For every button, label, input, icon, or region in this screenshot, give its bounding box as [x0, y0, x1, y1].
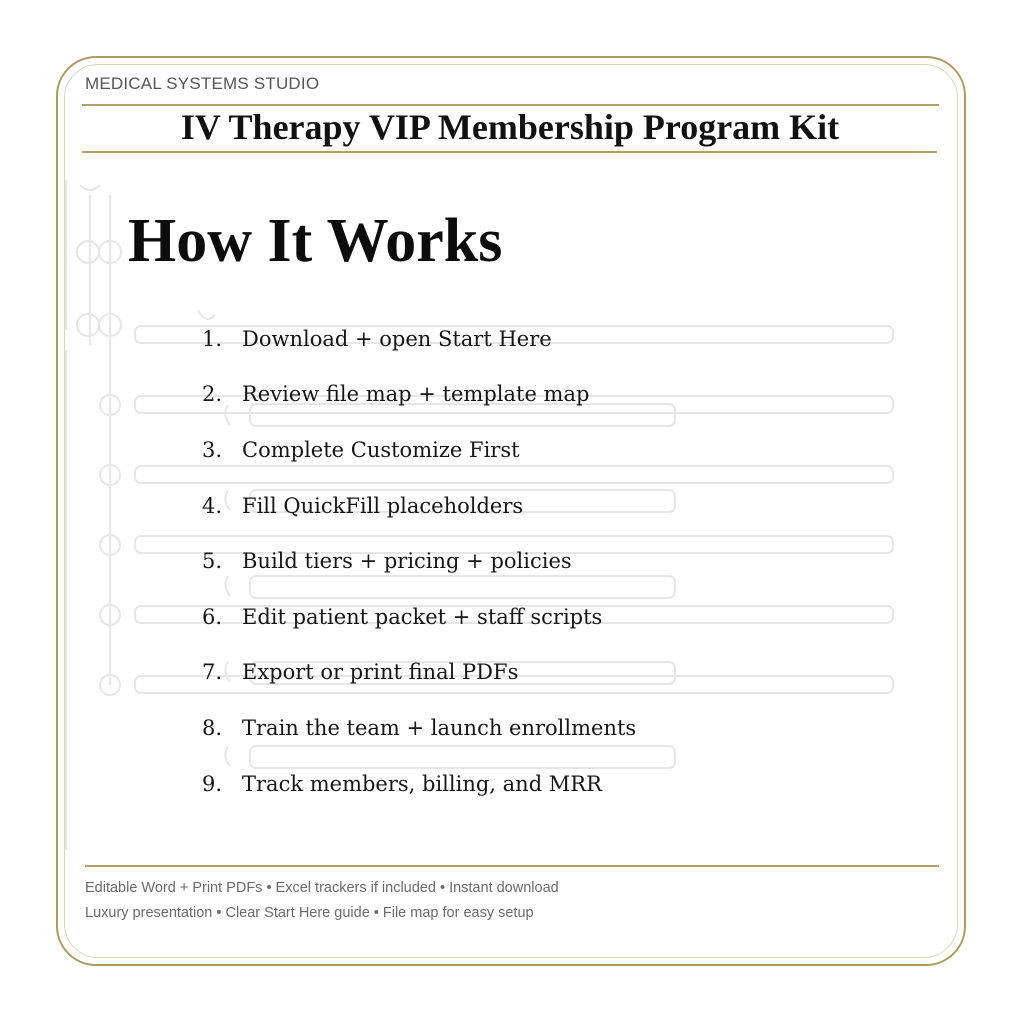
step-number: 9. — [202, 771, 223, 796]
step-item — [196, 756, 636, 812]
step-text: Export or print final PDFs — [242, 660, 519, 685]
footer-rule — [85, 865, 939, 867]
step-item — [196, 478, 636, 534]
step-text: Build tiers + pricing + policies — [242, 549, 572, 574]
step-number: 3. — [202, 437, 223, 462]
step-item — [196, 700, 636, 756]
step-text: Fill QuickFill placeholders — [242, 493, 524, 518]
step-text: Edit patient packet + staff scripts — [242, 604, 603, 629]
decor-circle — [77, 314, 99, 336]
step-number: 4. — [202, 493, 223, 518]
step-item — [196, 533, 636, 589]
step-text: Download + open Start Here — [242, 326, 552, 351]
step-number: 5. — [202, 549, 223, 574]
step-number: 6. — [202, 604, 223, 629]
step-number: 7. — [202, 660, 223, 685]
step-item — [196, 645, 636, 701]
step-item — [196, 589, 636, 645]
step-number: 8. — [202, 715, 223, 740]
step-number: 2. — [202, 382, 223, 407]
decor-curve — [80, 185, 100, 190]
step-item — [196, 367, 636, 423]
step-text: Train the team + launch enrollments — [242, 715, 637, 740]
decor-circle — [77, 241, 99, 263]
step-text: Track members, billing, and MRR — [242, 771, 602, 796]
step-text: Review file map + template map — [242, 382, 590, 407]
section-heading: How It Works — [128, 207, 503, 275]
step-item — [196, 311, 636, 367]
step-number: 1. — [202, 326, 223, 351]
steps-list — [196, 311, 636, 811]
kit-title: IV Therapy VIP Membership Program Kit — [180, 107, 840, 147]
footer-line-1: Editable Word + Print PDFs • Excel trackers if included • Instant download — [85, 880, 559, 896]
brand-name: MEDICAL SYSTEMS STUDIO — [85, 74, 320, 93]
footer-line-2: Luxury presentation • Clear Start Here guide • File map for easy setup — [85, 905, 534, 921]
step-text: Complete Customize First — [242, 437, 520, 462]
step-item — [196, 422, 636, 478]
